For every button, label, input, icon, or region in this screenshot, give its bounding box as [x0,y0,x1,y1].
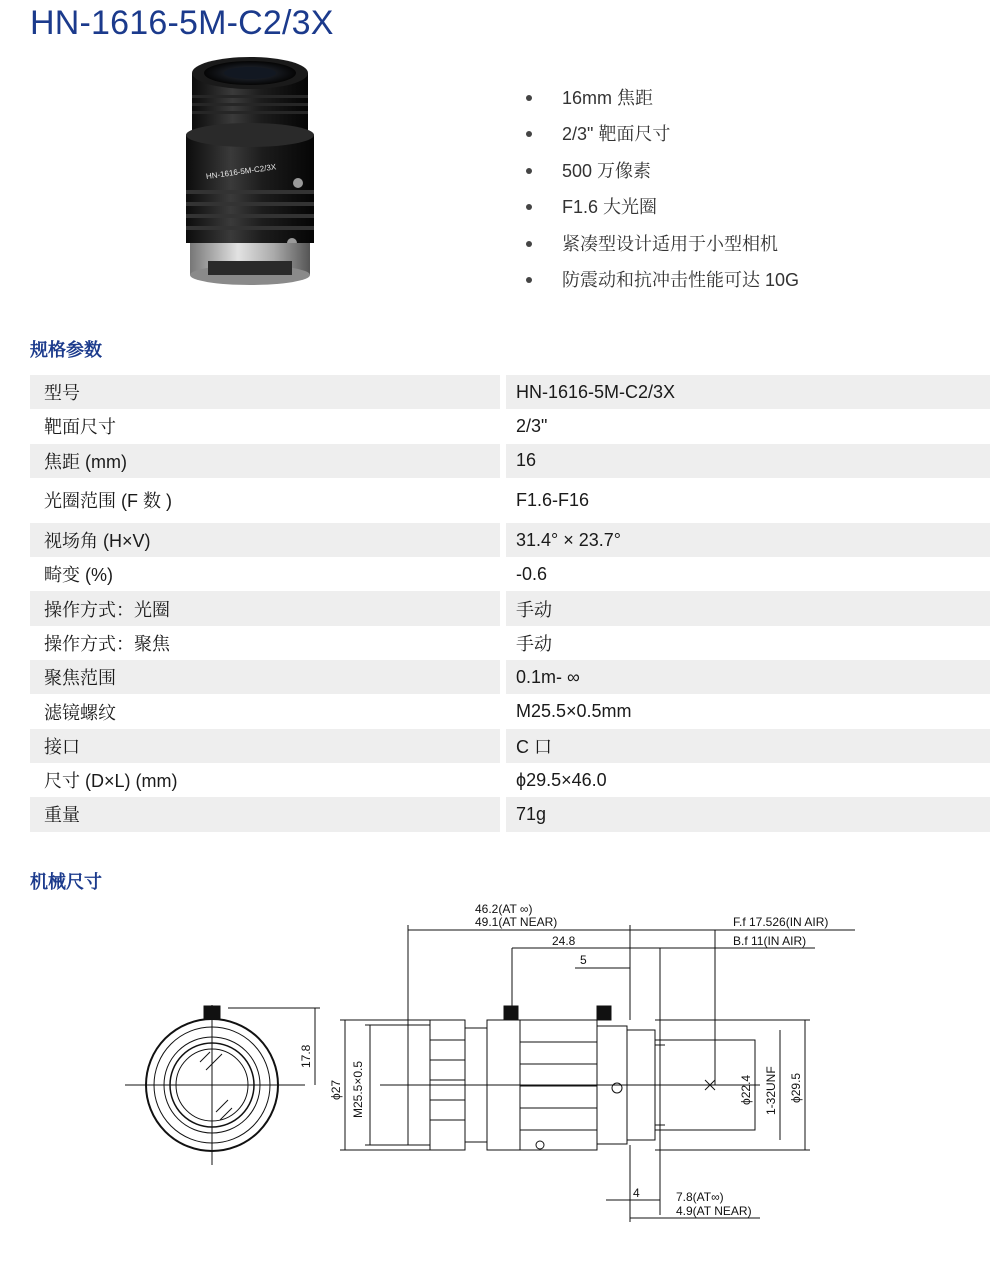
spec-key: 聚焦范围 [30,660,500,694]
product-title: HN-1616-5M-C2/3X [30,4,334,42]
feature-item: 2/3" 靶面尺寸 [522,116,799,152]
spec-value: 71g [506,797,990,831]
feature-item: 防震动和抗冲击性能可达 10G [522,262,799,298]
table-row [30,557,990,591]
spec-key: 接口 [30,729,500,763]
spec-key: 焦距 (mm) [30,444,500,478]
spec-key: 滤镜螺纹 [44,702,116,723]
bullet-icon [526,241,532,247]
bullet-icon [526,168,532,174]
table-row [30,375,990,409]
spec-key: 靶面尺寸 [44,417,116,438]
spec-key: 光圈范围 (F 数 ) [44,491,172,512]
spec-value: -0.6 [516,563,548,584]
dim-phi22-4: ϕ22.4 [739,1074,753,1105]
dim-24-8: 24.8 [552,934,576,948]
spec-value: 31.4° × 23.7° [506,523,990,557]
bullet-icon [526,204,532,210]
dim-17-8: 17.8 [299,1044,313,1068]
feature-item: F1.6 大光圈 [522,189,799,225]
spec-key: 重量 [30,797,500,831]
dim-5: 5 [580,953,587,967]
spec-key: 操作方式：聚焦 [44,633,170,654]
dim-back-near: 4.9(AT NEAR) [676,1204,752,1218]
spec-value: 16 [506,444,990,478]
spec-value: 2/3" [516,415,548,436]
dim-bf: B.f 11(IN AIR) [733,934,807,948]
spec-value: M25.5×0.5mm [516,701,632,722]
table-row [30,478,990,523]
dim-length-near: 49.1(AT NEAR) [475,915,558,929]
spec-key: 型号 [30,375,500,409]
spec-value: 手动 [506,591,990,625]
dim-ff: F.f 17.526(IN AIR) [733,915,829,929]
feature-item: 16mm 焦距 [522,80,799,116]
dim-phi29-5: ϕ29.5 [789,1072,803,1103]
table-row [30,660,990,694]
photo-label-text: HN-1616-5M-C2/3X [205,162,277,182]
spec-value: C 口 [506,729,990,763]
feature-item: 紧凑型设计适用于小型相机 [522,226,799,262]
specs-table [30,375,990,832]
dim-phi27: ϕ27 [329,1079,343,1100]
lens-product-image [180,55,320,290]
spec-value: 手动 [516,633,552,654]
dim-4: 4 [633,1186,640,1200]
spec-value: HN-1616-5M-C2/3X [506,375,990,409]
table-row [30,591,990,625]
table-row [30,409,990,443]
bullet-icon [526,277,532,283]
dim-back-inf: 7.8(AT∞) [676,1190,724,1204]
drawing-section-title: 机械尺寸 [30,872,102,892]
spec-value: 0.1m- ∞ [506,660,990,694]
table-row [30,444,990,478]
spec-key: 尺寸 (D×L) (mm) [44,771,178,792]
table-row [30,729,990,763]
spec-key: 视场角 (H×V) [30,523,500,557]
spec-key: 畸变 (%) [44,565,113,586]
feature-list [522,80,799,298]
dim-length-inf: 46.2(AT ∞) [475,902,533,916]
table-row [30,523,990,557]
specs-section-title: 规格参数 [30,340,102,360]
table-row [30,797,990,831]
table-row [30,694,990,728]
spec-key: 操作方式：光圈 [30,591,500,625]
mechanical-drawing [110,895,870,1235]
spec-value: ϕ29.5×46.0 [516,769,607,790]
dim-m25-5: M25.5×0.5 [351,1060,365,1118]
bullet-icon [526,131,532,137]
dim-unf: 1-32UNF [764,1066,778,1115]
table-row [30,763,990,797]
table-row [30,626,990,660]
feature-item: 500 万像素 [522,153,799,189]
bullet-icon [526,95,532,101]
spec-value: F1.6-F16 [516,489,590,510]
